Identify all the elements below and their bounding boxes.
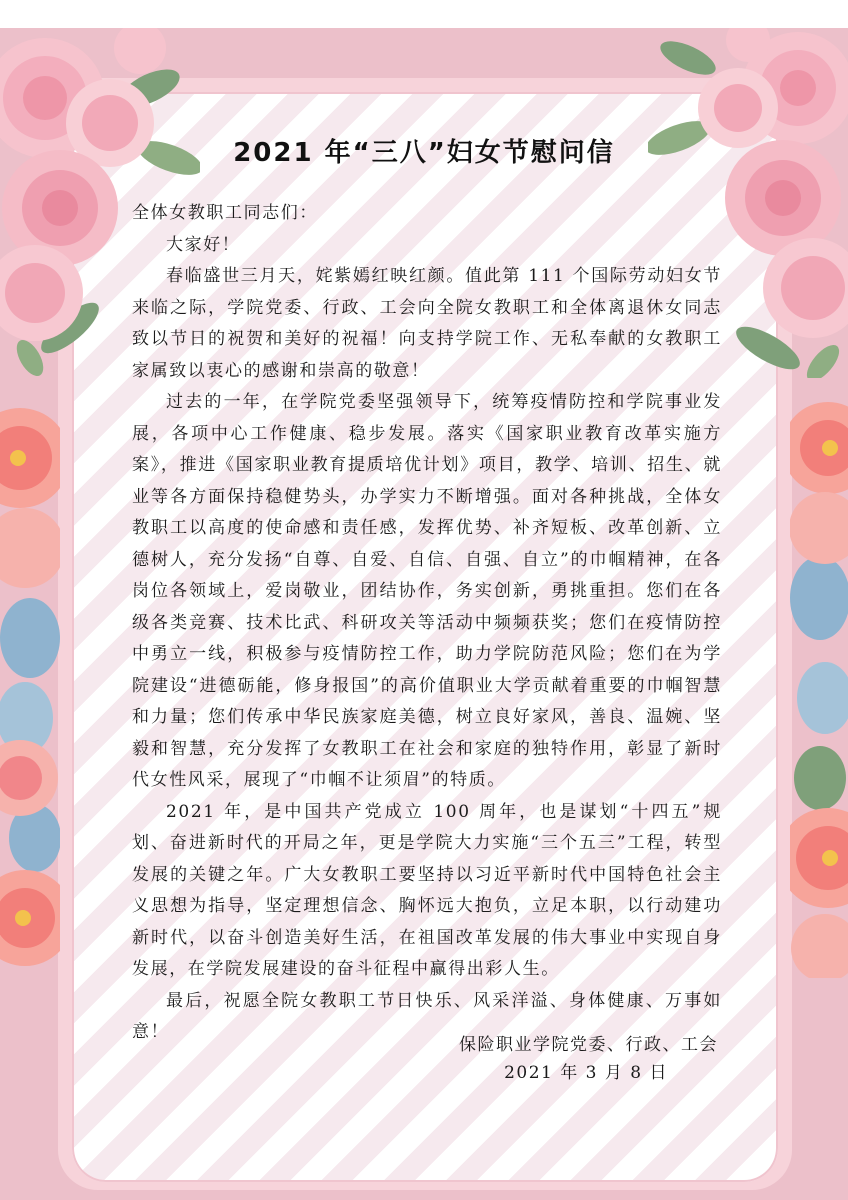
letter-title: 2021 年“三八”妇女节慰问信: [233, 138, 615, 168]
greeting: 大家好！: [166, 234, 241, 255]
signature-date: 2021 年 3 月 8 日: [504, 1063, 668, 1083]
paragraph-4: 最后，祝愿全院女教职工节日快乐、风采洋溢、身体健康、万事如意！: [132, 990, 722, 1042]
paragraph-3: 2021 年，是中国共产党成立 100 周年，也是谋划“十四五”规划、奋进新时代的开局之年，更是学院大力实施“三个五三”工程，转型发展的关键之年。广大女教职工要坚持以习近平新时代中国特色社会主义思想为指导，坚定理想信念、胸怀远大抱负，立足本职，以行动建功新时代，以奋斗创造美好生活，在祖国改革发展的伟大事业中实现自身发展，在学院发展建设的奋斗征程中赢得出彩人生。: [132, 801, 722, 979]
letter-body: [132, 198, 722, 1049]
signature-organization: 保险职业学院党委、行政、工会: [459, 1035, 718, 1055]
salutation: 全体女教职工同志们：: [132, 203, 318, 223]
paragraph-2: 过去的一年，在学院党委坚强领导下，统筹疫情防控和学院事业发展，各项中心工作健康、稳步发展。落实《国家职业教育改革实施方案》，推进《国家职业教育提质培优计划》项目，教学、培训、招生、就业等各方面保持稳健势头，办学实力不断增强。面对各种挑战，全体女教职工以高度的使命感和责任感，发挥优势、补齐短板、改革创新、立德树人，充分发扬“自尊、自爱、自信、自强、自立”的巾帼精神，在各岗位各领域上，爱岗敬业，团结协作，务实创新，勇挑重担。您们在各级各类竞赛、技术比武、科研攻关等活动中频频获奖；您们在疫情防控中勇立一线，积极参与疫情防控工作，助力学院防范风险；您们在为学院建设“进德砺能，修身报国”的高价值职业大学贡献着重要的巾帼智慧和力量；您们传承中华民族家庭美德，树立良好家风，善良、温婉、坚毅和智慧，充分发挥了女教职工在社会和家庭的独特作用，彰显了新时代女性风采，展现了“巾帼不让须眉”的特质。: [132, 392, 722, 790]
paragraph-1: 春临盛世三月天，姹紫嫣红映红颜。值此第 111 个国际劳动妇女节来临之际，学院党委、行政、工会向全院女教职工和全体离退休女同志致以节日的祝贺和美好的祝福！向支持学院工作、无私奉献的女教职工家属致以衷心的感谢和崇高的敬意！: [132, 266, 722, 381]
